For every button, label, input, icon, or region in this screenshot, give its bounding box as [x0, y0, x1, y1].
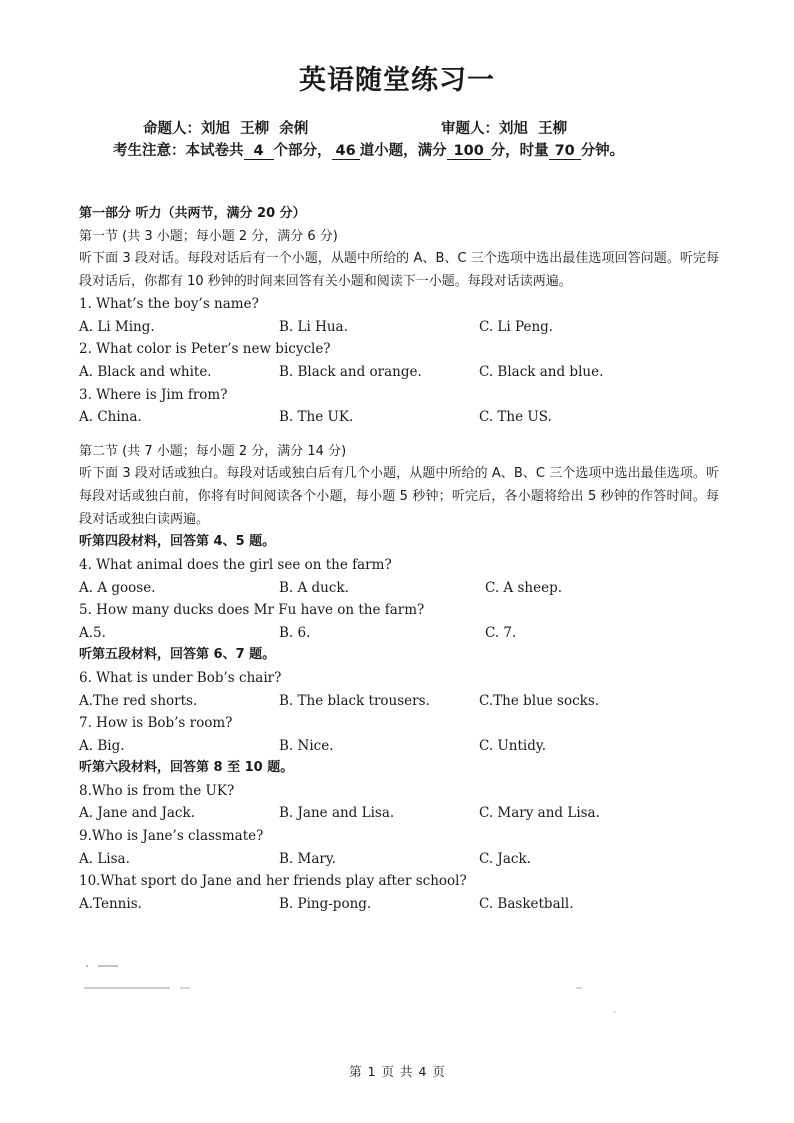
- q9-option-a: A. Lisa.: [79, 850, 130, 867]
- question-6-options: [79, 690, 719, 713]
- reviewer-names: 刘旭 王柳: [499, 121, 568, 137]
- footer-total-pages: 4: [418, 1064, 427, 1079]
- question-1-stem: 1. What’s the boy’s name?: [79, 296, 259, 313]
- q4-option-c: C. A sheep.: [485, 579, 563, 596]
- question-4-options: [79, 577, 719, 600]
- question-2-options: [79, 361, 719, 384]
- footer-suffix: 页: [432, 1064, 445, 1079]
- section1-instructions: 听下面 3 段对话。每段对话后有一个小题，从题中所给的 A、B、C 三个选项中选出最佳选项回答问题。听完每段对话后，你都有 10 秒钟的时间来回答有关小题和阅读下一小题。每段对话读两遍。: [79, 251, 719, 289]
- q6-option-a: A.The red shorts.: [79, 692, 198, 709]
- question-3-stem: 3. Where is Jim from?: [79, 386, 228, 403]
- q5-option-b: B. 6.: [279, 624, 311, 641]
- q5-option-c: C. 7.: [485, 624, 517, 641]
- section2-heading: 第二节 (共 7 小题；每小题 2 分，满分 14 分): [79, 443, 347, 459]
- question-9-stem: 9.Who is Jane’s classmate?: [79, 828, 264, 845]
- notice-mid2: 道小题，满分: [359, 143, 447, 159]
- exam-notice: [113, 139, 624, 160]
- footer-page-number: 1: [367, 1064, 376, 1079]
- q8-option-c: C. Mary and Lisa.: [479, 805, 600, 822]
- question-10-stem: 10.What sport do Jane and her friends play after school?: [79, 873, 467, 890]
- question-7-stem: 7. How is Bob’s room?: [79, 715, 233, 732]
- part1-heading: 第一部分 听力（共两节，满分 20 分）: [79, 206, 306, 221]
- page-title: 英语随堂练习一: [299, 65, 495, 96]
- question-1-options: [79, 316, 719, 339]
- q10-option-b: B. Ping-pong.: [279, 895, 372, 912]
- q3-option-c: C. The US.: [479, 409, 552, 426]
- q9-option-c: C. Jack.: [479, 850, 531, 867]
- q2-option-c: C. Black and blue.: [479, 363, 604, 380]
- question-6-stem: 6. What is under Bob’s chair?: [79, 669, 282, 686]
- q1-option-b: B. Li Hua.: [279, 318, 348, 335]
- setter-line: [143, 117, 308, 138]
- q2-option-b: B. Black and orange.: [279, 363, 422, 380]
- scan-artifact-lines: [0, 960, 794, 1020]
- q1-option-c: C. Li Peng.: [479, 318, 554, 335]
- group6-heading: 听第六段材料，回答第 8 至 10 题。: [79, 760, 294, 776]
- page-footer: [0, 1062, 794, 1080]
- reviewer-label: 审题人：: [441, 121, 499, 137]
- q10-option-c: C. Basketball.: [479, 895, 574, 912]
- footer-prefix: 第: [349, 1064, 362, 1079]
- reviewer-line: [441, 117, 567, 138]
- exam-content: [79, 203, 719, 915]
- q10-option-a: A.Tennis.: [79, 895, 142, 912]
- notice-mid3: 分，时量: [490, 143, 549, 159]
- notice-score: 100: [447, 143, 491, 160]
- q7-option-a: A. Big.: [79, 737, 125, 754]
- question-5-stem: 5. How many ducks does Mr Fu have on the farm?: [79, 602, 425, 619]
- question-8-options: [79, 802, 719, 825]
- q5-option-a: A.5.: [79, 624, 106, 641]
- q6-option-c: C.The blue socks.: [479, 692, 600, 709]
- question-3-options: [79, 406, 719, 429]
- notice-time: 70: [549, 143, 581, 160]
- scan-mark-6: [614, 1011, 616, 1013]
- section1-heading: 第一节 (共 3 小题；每小题 2 分，满分 6 分): [79, 228, 338, 244]
- question-10-options: [79, 893, 719, 916]
- footer-mid: 页 共: [381, 1064, 413, 1079]
- q7-option-c: C. Untidy.: [479, 737, 547, 754]
- question-9-options: [79, 848, 719, 871]
- setter-names: 刘旭 王柳 余俐: [201, 121, 309, 137]
- q9-option-b: B. Mary.: [279, 850, 336, 867]
- q7-option-b: B. Nice.: [279, 737, 334, 754]
- notice-tail: 分钟。: [580, 143, 625, 159]
- q6-option-b: B. The black trousers.: [279, 692, 430, 709]
- notice-lead: 考生注意：本试卷共: [113, 143, 244, 159]
- setter-label: 命题人：: [143, 121, 201, 137]
- question-8-stem: 8.Who is from the UK?: [79, 782, 235, 799]
- q8-option-a: A. Jane and Jack.: [79, 805, 195, 822]
- q2-option-a: A. Black and white.: [79, 363, 212, 380]
- q4-option-b: B. A duck.: [279, 579, 349, 596]
- question-7-options: [79, 735, 719, 758]
- group5-heading: 听第五段材料，回答第 6、7 题。: [79, 647, 276, 663]
- question-2-stem: 2. What color is Peter’s new bicycle?: [79, 341, 331, 358]
- notice-mid1: 个部分，: [273, 143, 332, 159]
- section2-instructions: 听下面 3 段对话或独白。每段对话或独白后有几个小题，从题中所给的 A、B、C 三个选项中选出最佳选项。听每段对话或独白前，你将有时间阅读各个小题，每小题 5 秒钟；听完后，各小题将给出 5 秒钟的作答时间。每段对话或独白读两遍。: [79, 466, 719, 527]
- q3-option-b: B. The UK.: [279, 409, 354, 426]
- q4-option-a: A. A goose.: [79, 579, 156, 596]
- notice-parts: 4: [244, 143, 274, 160]
- q8-option-b: B. Jane and Lisa.: [279, 805, 395, 822]
- q3-option-a: A. China.: [79, 409, 142, 426]
- question-5-options: [79, 622, 719, 645]
- question-4-stem: 4. What animal does the girl see on the farm?: [79, 556, 392, 573]
- q1-option-a: A. Li Ming.: [79, 318, 155, 335]
- group4-heading: 听第四段材料，回答第 4、5 题。: [79, 534, 276, 550]
- notice-questions: 46: [332, 143, 360, 160]
